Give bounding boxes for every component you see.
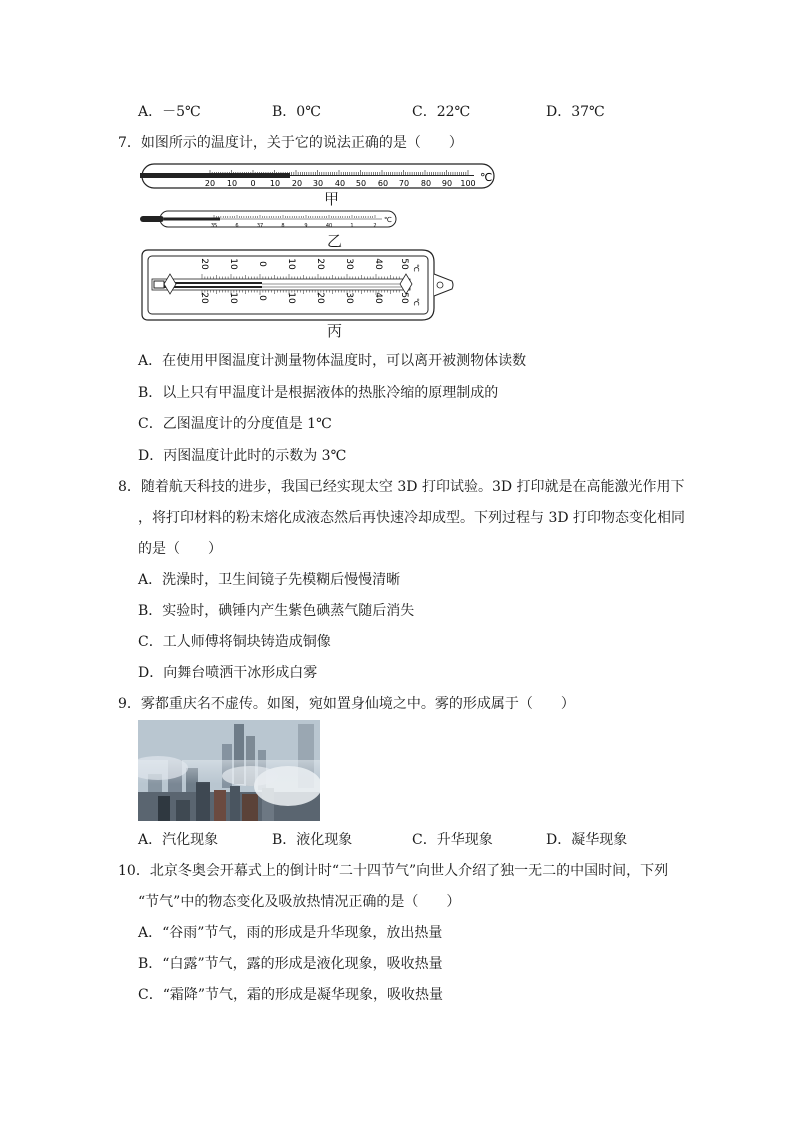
yi-tick: 35 <box>210 223 218 229</box>
jia-tick: 80 <box>420 179 432 188</box>
bing-tick-top: 10 <box>228 258 238 270</box>
bing-tick-bottom: 20 <box>315 292 325 304</box>
bing-tick-bottom: 10 <box>228 292 238 304</box>
thermometer-jia-figure <box>138 160 498 192</box>
q6-option-a: A．－5℃ <box>138 104 201 120</box>
bing-tick-top: 0 <box>257 261 267 267</box>
q8-stem-line2: ，将打印材料的粉末熔化成液态然后再快速冷却成型。下列过程与 3D 打印物态变化相同 <box>138 510 686 526</box>
yi-tick: 40 <box>325 223 333 229</box>
q10-stem-line1: 10．北京冬奥会开幕式上的倒计时“二十四节气”向世人介绍了独一无二的中国时间，下列 <box>118 863 669 879</box>
q10-option-a: A．“谷雨”节气，雨的形成是升华现象，放出热量 <box>138 925 443 941</box>
bing-tick-top: 20 <box>199 258 209 270</box>
jia-tick: 60 <box>377 179 389 188</box>
bing-tick-bottom: 50 <box>399 292 409 304</box>
q9-option-b: B．液化现象 <box>272 832 353 848</box>
q7-stem: 7．如图所示的温度计，关于它的说法正确的是（ ） <box>118 135 463 151</box>
q8-option-c: C．工人师傅将铜块铸造成铜像 <box>138 634 331 650</box>
jia-tick: 100 <box>460 179 476 188</box>
q10-option-b: B．“白露”节气，露的形成是液化现象，吸收热量 <box>138 956 443 972</box>
bing-tick-top: 20 <box>315 258 325 270</box>
yi-tick: 8 <box>281 223 285 229</box>
yi-tick: 37 <box>256 223 264 229</box>
yi-tick: 1 <box>350 223 354 229</box>
q7-option-b: B．以上只有甲温度计是根据液体的热胀冷缩的原理制成的 <box>138 385 499 401</box>
q8-option-a: A．洗澡时，卫生间镜子先模糊后慢慢清晰 <box>138 572 401 588</box>
bing-tick-bottom: 10 <box>286 292 296 304</box>
q7-option-d: D．丙图温度计此时的示数为 3℃ <box>138 448 347 464</box>
q7-option-c: C．乙图温度计的分度值是 1℃ <box>138 416 332 432</box>
jia-tick: 40 <box>334 179 346 188</box>
jia-tick: 20 <box>204 179 216 188</box>
bing-tick-bottom: 40 <box>373 292 383 304</box>
yi-unit: ℃ <box>384 216 392 224</box>
jia-tick: 0 <box>250 179 256 188</box>
jia-tick: 10 <box>269 179 281 188</box>
q9-option-a: A．汽化现象 <box>138 832 219 848</box>
q9-option-d: D．凝华现象 <box>546 832 628 848</box>
bing-tick-top: 30 <box>344 258 354 270</box>
thermometer-bing-figure <box>140 248 456 322</box>
yi-tick: 6 <box>235 223 239 229</box>
q8-stem-line1: 8．随着航天科技的进步，我国已经实现太空 3D 打印试验。3D 打印就是在高能激光作用下 <box>118 479 685 495</box>
q6-option-b: B．0℃ <box>272 104 321 120</box>
bing-tick-bottom: 20 <box>199 292 209 304</box>
jia-tick: 20 <box>291 179 303 188</box>
foggy-city-photo <box>138 720 320 821</box>
q8-option-d: D．向舞台喷洒干冰形成白雾 <box>138 665 318 681</box>
thermometer-yi-figure <box>138 208 400 230</box>
q8-stem-line3: 的是（ ） <box>138 541 222 557</box>
q9-option-c: C．升华现象 <box>412 832 493 848</box>
q7-option-a: A．在使用甲图温度计测量物体温度时，可以离开被测物体读数 <box>138 353 527 369</box>
bing-tick-bottom: 30 <box>344 292 354 304</box>
label-yi: 乙 <box>327 232 343 250</box>
bing-unit-top: ℃ <box>412 264 420 272</box>
q10-option-c: C．“霜降”节气，霜的形成是凝华现象，吸收热量 <box>138 987 444 1003</box>
q10-stem-line2: “节气”中的物态变化及吸放热情况正确的是（ ） <box>138 894 461 910</box>
q9-stem: 9．雾都重庆名不虚传。如图，宛如置身仙境之中。雾的形成属于（ ） <box>118 696 575 712</box>
yi-tick: 2 <box>373 223 377 229</box>
label-bing: 丙 <box>327 322 343 340</box>
bing-tick-top: 40 <box>373 258 383 270</box>
bing-tick-top: 50 <box>399 258 409 270</box>
bing-unit-bottom: ℃ <box>412 298 420 306</box>
jia-tick: 30 <box>312 179 324 188</box>
jia-tick: 90 <box>441 179 453 188</box>
jia-tick: 70 <box>398 179 410 188</box>
jia-tick: 10 <box>226 179 238 188</box>
q6-option-c: C．22℃ <box>412 104 471 120</box>
label-jia: 甲 <box>324 190 340 208</box>
q8-option-b: B．实验时，碘锤内产生紫色碘蒸气随后消失 <box>138 603 415 619</box>
jia-tick: 50 <box>355 179 367 188</box>
bing-tick-bottom: 0 <box>257 295 267 301</box>
jia-unit: ℃ <box>480 171 493 184</box>
foggy-city-illustration <box>138 720 320 821</box>
yi-tick: 9 <box>304 223 308 229</box>
bing-tick-top: 10 <box>286 258 296 270</box>
q6-option-d: D．37℃ <box>546 104 605 120</box>
